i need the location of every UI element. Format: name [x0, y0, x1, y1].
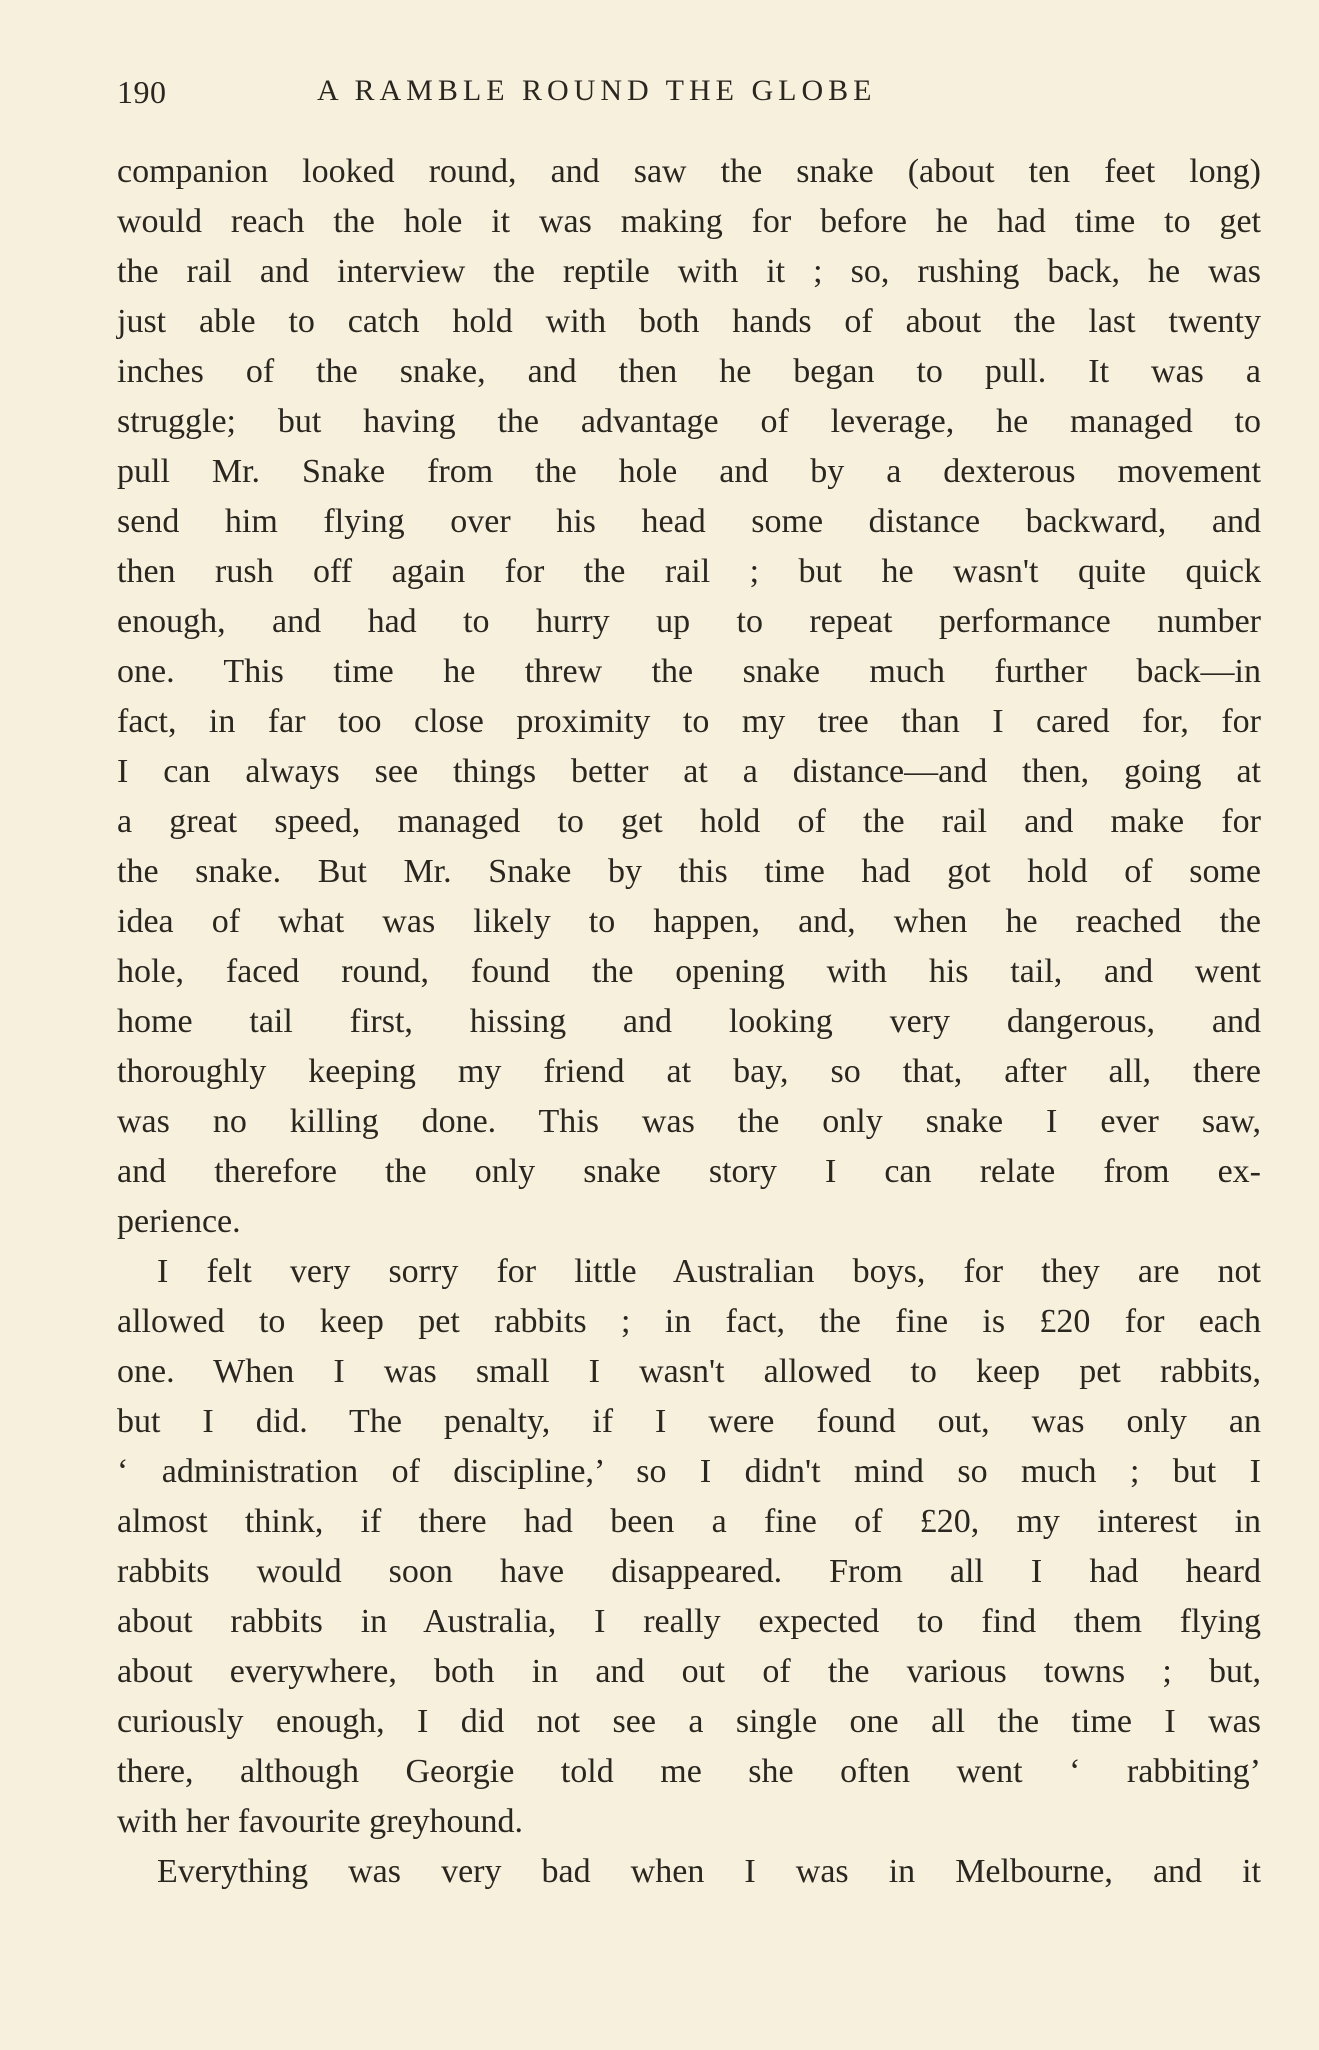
text-line: one. When I was small I wasn't allowed to keep pet rabbits,: [117, 1353, 1261, 1390]
text-line: idea of what was likely to happen, and, when he reached the: [117, 903, 1261, 940]
text-line: was no killing done. This was the only snake I ever saw,: [117, 1103, 1261, 1140]
text-line: would reach the hole it was making for before he had time to get: [117, 203, 1261, 240]
text-line: struggle; but having the advantage of leverage, he managed to: [117, 403, 1261, 440]
text-line: rabbits would soon have disappeared. From all I had heard: [117, 1553, 1261, 1590]
text-line: almost think, if there had been a fine of £20, my interest in: [117, 1503, 1261, 1540]
text-line: home tail first, hissing and looking very dangerous, and: [117, 1003, 1261, 1040]
text-line: and therefore the only snake story I can relate from ex-: [117, 1153, 1261, 1190]
text-line: I felt very sorry for little Australian boys, for they are not: [157, 1253, 1261, 1290]
text-line: Everything was very bad when I was in Melbourne, and it: [157, 1853, 1261, 1890]
text-line: then rush off again for the rail ; but he wasn't quite quick: [117, 553, 1261, 590]
text-line: companion looked round, and saw the snake (about ten feet long): [117, 153, 1261, 190]
text-line: allowed to keep pet rabbits ; in fact, the fine is £20 for each: [117, 1303, 1261, 1340]
text-line: perience.: [117, 1203, 241, 1240]
page-number: 190: [117, 74, 167, 110]
text-line: fact, in far too close proximity to my tree than I cared for, for: [117, 703, 1261, 740]
text-line: one. This time he threw the snake much further back—in: [117, 653, 1261, 690]
text-line: enough, and had to hurry up to repeat performance number: [117, 603, 1261, 640]
text-line: hole, faced round, found the opening with his tail, and went: [117, 953, 1261, 990]
text-line: pull Mr. Snake from the hole and by a dexterous movement: [117, 453, 1261, 490]
text-line: ‘ administration of discipline,’ so I didn't mind so much ; but I: [117, 1453, 1261, 1490]
text-line: I can always see things better at a distance—and then, going at: [117, 753, 1261, 790]
text-line: just able to catch hold with both hands of about the last twenty: [117, 303, 1261, 340]
text-line: about everywhere, both in and out of the various towns ; but,: [117, 1653, 1261, 1690]
text-line: send him flying over his head some distance backward, and: [117, 503, 1261, 540]
running-head: [117, 74, 1267, 114]
text-line: about rabbits in Australia, I really expected to find them flying: [117, 1603, 1261, 1640]
body-text: [117, 147, 1261, 1897]
text-line: the snake. But Mr. Snake by this time had got hold of some: [117, 853, 1261, 890]
text-line: a great speed, managed to get hold of the rail and make for: [117, 803, 1261, 840]
text-line: inches of the snake, and then he began to pull. It was a: [117, 353, 1261, 390]
text-line: curiously enough, I did not see a single one all the time I was: [117, 1703, 1261, 1740]
text-line: there, although Georgie told me she often went ‘ rabbiting’: [117, 1753, 1261, 1790]
text-line: with her favourite greyhound.: [117, 1803, 523, 1840]
text-line: the rail and interview the reptile with it ; so, rushing back, he was: [117, 253, 1261, 290]
text-line: but I did. The penalty, if I were found out, was only an: [117, 1403, 1261, 1440]
running-title: A RAMBLE ROUND THE GLOBE: [317, 74, 877, 107]
text-line: thoroughly keeping my friend at bay, so that, after all, there: [117, 1053, 1261, 1090]
